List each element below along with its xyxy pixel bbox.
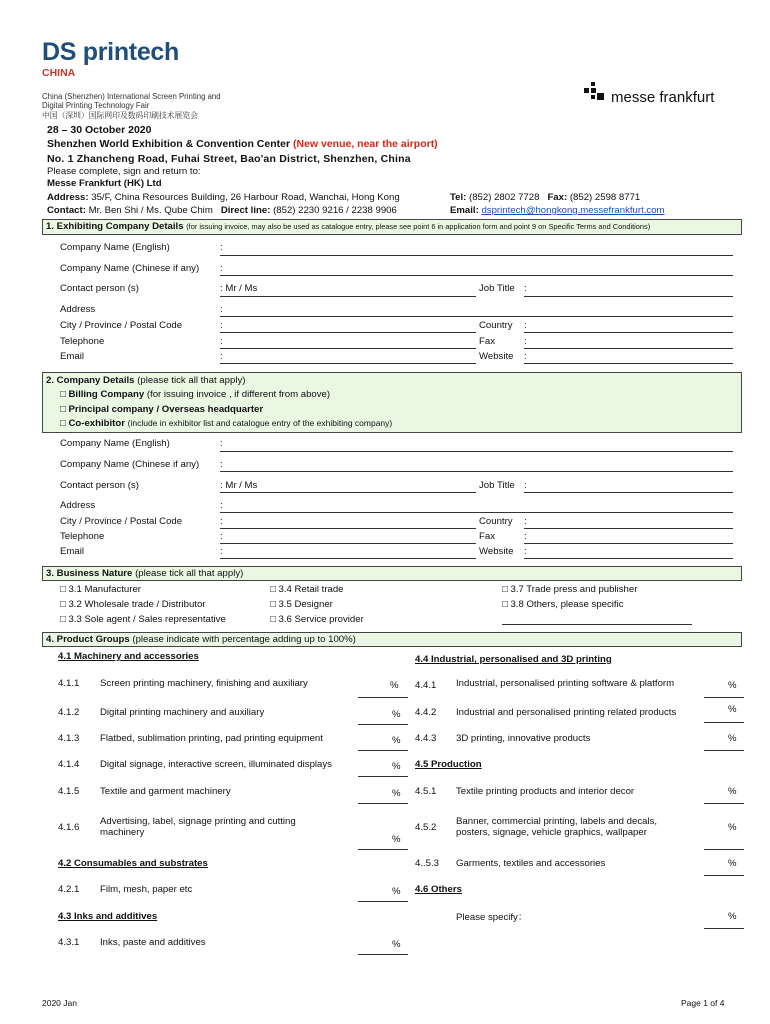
item-code: 4.5.2 — [415, 822, 437, 833]
pct-sign: % — [728, 822, 737, 833]
s3-option-service[interactable]: □ 3.6 Service provider — [270, 614, 364, 625]
s1-colon: : — [220, 320, 223, 331]
item-4-5-1-label: Textile printing products and interior decor — [456, 786, 635, 797]
organizer-phone — [450, 192, 640, 203]
s1-colon: : — [524, 283, 527, 294]
s1-country-field[interactable] — [524, 332, 733, 333]
s1-jobtitle-field[interactable] — [524, 296, 733, 297]
pct-sign: % — [392, 788, 401, 799]
return-instruction: Please complete, sign and return to: — [47, 166, 201, 177]
pct-sign: % — [390, 680, 399, 691]
s2-colon: : — [524, 531, 527, 542]
item-4-3-1-field[interactable] — [358, 954, 408, 955]
s2-jobtitle-label: Job Title — [479, 480, 515, 491]
item-code: 4.3.1 — [58, 937, 80, 948]
venue-note: (New venue, near the airport) — [292, 138, 438, 150]
item-code: 4.1.1 — [58, 678, 80, 689]
s1-colon: : — [220, 336, 223, 347]
item-code: 4.4.3 — [415, 733, 437, 744]
s1-colon: : — [220, 304, 223, 315]
others-specify-field[interactable] — [704, 928, 744, 929]
s2-colon: : — [220, 500, 223, 511]
pct-sign: % — [392, 735, 401, 746]
group-4-6-heading: 4.6 Others — [415, 884, 462, 895]
direct-label: Direct line: — [220, 205, 271, 216]
tel-value: (852) 2802 7728 — [469, 192, 540, 203]
item-4-1-2-label: Digital printing machinery and auxiliary — [100, 707, 265, 718]
section3-title — [46, 568, 243, 579]
organizer-logo: messe frankfurt — [611, 89, 715, 106]
organizer-address — [47, 192, 400, 203]
fair-name-cn: 中国（深圳）国际网印及数码印刷技术展览会 — [42, 111, 198, 120]
email-link[interactable]: dsprintech@hongkong.messefrankfurt.com — [481, 205, 665, 216]
s2-contact-prefix: : Mr / Ms — [220, 480, 258, 491]
contact-label: Contact: — [47, 205, 86, 216]
others-specify-label: Please specify： — [456, 912, 528, 923]
s2-colon: : — [220, 531, 223, 542]
brand-logo: DS printech — [42, 38, 179, 66]
group-4-3-heading: 4.3 Inks and additives — [58, 911, 158, 922]
organizer-contact — [47, 205, 397, 216]
s1-company-cn-label: Company Name (Chinese if any) — [60, 263, 200, 274]
s2-company-en-label: Company Name (English) — [60, 438, 170, 449]
item-4-1-2-field[interactable] — [358, 724, 408, 725]
s2-contact-field[interactable] — [220, 492, 476, 493]
s2-company-cn-label: Company Name (Chinese if any) — [60, 459, 200, 470]
item-4-1-6-label: Advertising, label, signage printing and cutting — [100, 816, 296, 827]
pct-sign: % — [392, 886, 401, 897]
item-4-5-3-field[interactable] — [704, 875, 744, 876]
item-4-4-3-label: 3D printing, innovative products — [456, 733, 591, 744]
s1-company-en-field[interactable] — [220, 255, 733, 256]
s2-fax-label: Fax — [479, 531, 495, 542]
checkbox-icon[interactable]: □ — [60, 404, 66, 415]
pct-sign: % — [392, 709, 401, 720]
s1-fax-label: Fax — [479, 336, 495, 347]
pct-sign: % — [392, 834, 401, 845]
venue-line — [47, 138, 438, 150]
s2-city-field[interactable] — [220, 528, 476, 529]
s1-telephone-field[interactable] — [220, 348, 476, 349]
item-code: 4.1.2 — [58, 707, 80, 718]
s3-option-retail[interactable]: □ 3.4 Retail trade — [270, 584, 344, 595]
checkbox-icon[interactable]: □ — [60, 389, 66, 400]
s1-website-field[interactable] — [524, 363, 733, 364]
footer-date: 2020 Jan — [42, 998, 77, 1008]
item-4-1-6-field[interactable] — [358, 849, 408, 850]
s2-option-principal[interactable] — [60, 404, 263, 415]
item-code: 4.4.2 — [415, 707, 437, 718]
section4-title — [46, 634, 356, 645]
s1-address-label: Address — [60, 304, 96, 315]
item-code: 4.1.4 — [58, 759, 80, 770]
event-dates: 28 – 30 October 2020 — [47, 124, 152, 136]
pct-sign: % — [728, 680, 737, 691]
item-code: 4.5.1 — [415, 786, 437, 797]
footer-page: Page 1 of 4 — [681, 998, 725, 1008]
s3-option-press[interactable]: □ 3.7 Trade press and publisher — [502, 584, 638, 595]
item-4-1-5-label: Textile and garment machinery — [100, 786, 231, 797]
s2-colon: : — [220, 516, 223, 527]
fax-value: (852) 2598 8771 — [569, 192, 641, 203]
s1-colon: : — [220, 263, 223, 274]
item-4-3-1-label: Inks, paste and additives — [100, 937, 206, 948]
section4-title-text: 4. Product Groups — [46, 634, 130, 645]
s2-colon: : — [220, 438, 223, 449]
s1-email-label: Email — [60, 351, 84, 362]
section1-note: (for issuing invoice, may also be used as catalogue entry, please see point 6 in application form and point 9 on Specific Terms and Conditions) — [186, 222, 651, 231]
s2-coexhibitor-note: (include in exhibitor list and catalogue entry of the exhibiting company) — [127, 418, 393, 428]
s2-billing-label: Billing Company — [68, 389, 145, 400]
s1-contact-prefix: : Mr / Ms — [220, 283, 258, 294]
s3-option-sole-agent[interactable]: □ 3.3 Sole agent / Sales representative — [60, 614, 226, 625]
group-4-1-heading: 4.1 Machinery and accessories — [58, 651, 199, 662]
item-code: 4.1.3 — [58, 733, 80, 744]
item-4-1-4-label: Digital signage, interactive screen, illuminated displays — [100, 759, 332, 770]
s3-option-wholesale[interactable]: □ 3.2 Wholesale trade / Distributor — [60, 599, 206, 610]
s1-address-field[interactable] — [220, 316, 733, 317]
s1-company-en-label: Company Name (English) — [60, 242, 170, 253]
s1-colon: : — [220, 351, 223, 362]
brand-sub: CHINA — [42, 67, 76, 79]
s3-option-manufacturer[interactable]: □ 3.1 Manufacturer — [60, 584, 141, 595]
address-value: 35/F, China Resources Building, 26 Harbour Road, Wanchai, Hong Kong — [91, 192, 400, 203]
fair-name-en-1: China (Shenzhen) International Screen Printing and — [42, 92, 221, 101]
item-code: 4.1.6 — [58, 822, 80, 833]
s2-country-label: Country — [479, 516, 513, 527]
s2-colon: : — [524, 480, 527, 491]
direct-value: (852) 2230 9216 / 2238 9906 — [273, 205, 397, 216]
item-4-1-4-field[interactable] — [358, 776, 408, 777]
organizer-company: Messe Frankfurt (HK) Ltd — [47, 178, 162, 189]
item-4-2-1-field[interactable] — [358, 901, 408, 902]
item-4-1-1-field[interactable] — [358, 697, 408, 698]
s3-others-field[interactable] — [502, 624, 692, 625]
section3-note: (please tick all that apply) — [135, 568, 244, 579]
s2-colon: : — [524, 516, 527, 527]
s1-contact-label: Contact person (s) — [60, 283, 139, 294]
s1-colon: : — [220, 242, 223, 253]
s1-website-label: Website — [479, 351, 514, 362]
s2-email-label: Email — [60, 546, 84, 557]
item-4-4-1-label: Industrial, personalised printing software & platform — [456, 678, 675, 689]
item-4-5-2-label-2: posters, signage, vehicle graphics, wallpaper — [456, 827, 647, 838]
s1-city-field[interactable] — [220, 332, 476, 333]
section2-title — [46, 375, 245, 386]
pct-sign: % — [728, 858, 737, 869]
s1-telephone-label: Telephone — [60, 336, 105, 347]
s2-colon: : — [524, 546, 527, 557]
item-4-5-2-label: Banner, commercial printing, labels and decals, — [456, 816, 658, 827]
s2-coexhibitor-label: Co-exhibitor — [68, 418, 125, 429]
s1-colon: : — [524, 336, 527, 347]
item-4-1-5-field[interactable] — [358, 803, 408, 804]
s2-city-label: City / Province / Postal Code — [60, 516, 183, 527]
s2-fax-field[interactable] — [524, 543, 733, 544]
address-label: Address: — [47, 192, 89, 203]
item-4-4-2-label: Industrial and personalised printing related products — [456, 707, 677, 718]
s3-option-designer[interactable]: □ 3.5 Designer — [270, 599, 333, 610]
item-4-2-1-label: Film, mesh, paper etc — [100, 884, 193, 895]
s2-telephone-label: Telephone — [60, 531, 105, 542]
s2-website-label: Website — [479, 546, 514, 557]
section2-note: (please tick all that apply) — [137, 375, 246, 386]
item-code: 4..5.3 — [415, 858, 440, 869]
group-4-4-heading: 4.4 Industrial, personalised and 3D printing — [415, 654, 612, 665]
section1-title — [46, 221, 650, 232]
item-4-4-2-field[interactable] — [704, 722, 744, 723]
pct-sign: % — [728, 786, 737, 797]
fax-label: Fax: — [547, 192, 568, 203]
group-4-2-heading: 4.2 Consumables and substrates — [58, 858, 208, 869]
s1-email-field[interactable] — [220, 363, 476, 364]
s2-colon: : — [220, 459, 223, 470]
s1-contact-field[interactable] — [220, 296, 476, 297]
s1-company-cn-field[interactable] — [220, 275, 733, 276]
s1-colon: : — [524, 351, 527, 362]
item-4-5-1-field[interactable] — [704, 803, 744, 804]
s2-telephone-field[interactable] — [220, 543, 476, 544]
s2-option-coexhibitor[interactable] — [60, 418, 392, 429]
s1-fax-field[interactable] — [524, 348, 733, 349]
pct-sign: % — [728, 911, 737, 922]
s1-country-label: Country — [479, 320, 513, 331]
s2-email-field[interactable] — [220, 558, 476, 559]
venue: Shenzhen World Exhibition & Convention Center — [47, 138, 291, 150]
fair-name-en-2: Digital Printing Technology Fair — [42, 101, 150, 110]
s2-option-billing[interactable] — [60, 389, 330, 400]
section4-note: (please indicate with percentage adding up to 100%) — [132, 634, 356, 645]
pct-sign: % — [728, 704, 737, 715]
item-code: 4.2.1 — [58, 884, 80, 895]
s1-city-label: City / Province / Postal Code — [60, 320, 183, 331]
s2-address-label: Address — [60, 500, 96, 511]
section1-title-text: 1. Exhibiting Company Details — [46, 221, 184, 232]
item-4-1-1-label: Screen printing machinery, finishing and auxiliary — [100, 678, 308, 689]
item-4-5-2-field[interactable] — [704, 849, 744, 850]
s1-jobtitle-label: Job Title — [479, 283, 515, 294]
s2-contact-label: Contact person (s) — [60, 480, 139, 491]
organizer-email — [450, 205, 665, 216]
item-4-1-3-label: Flatbed, sublimation printing, pad printing equipment — [100, 733, 323, 744]
s3-option-others[interactable]: □ 3.8 Others, please specific — [502, 599, 624, 610]
s2-billing-note: (for issuing invoice , if different from above) — [146, 389, 331, 400]
group-4-5-heading: 4.5 Production — [415, 759, 482, 770]
item-4-5-3-label: Garments, textiles and accessories — [456, 858, 606, 869]
pct-sign: % — [392, 761, 401, 772]
s2-principal-label: Principal company / Overseas headquarter — [68, 404, 264, 415]
tel-label: Tel: — [450, 192, 467, 203]
contact-value: Mr. Ben Shi / Ms. Qube Chim — [88, 205, 213, 216]
pct-sign: % — [392, 939, 401, 950]
checkbox-icon[interactable]: □ — [60, 418, 66, 429]
s2-colon: : — [220, 546, 223, 557]
item-4-1-6-label-2: machinery — [100, 827, 145, 838]
item-4-1-3-field[interactable] — [358, 750, 408, 751]
section3-title-text: 3. Business Nature — [46, 568, 133, 579]
section2-title-text: 2. Company Details — [46, 375, 135, 386]
s2-company-cn-field[interactable] — [220, 471, 733, 472]
item-code: 4.4.1 — [415, 680, 437, 691]
item-code: 4.1.5 — [58, 786, 80, 797]
item-4-4-3-field[interactable] — [704, 750, 744, 751]
item-4-4-1-field[interactable] — [704, 697, 744, 698]
s2-jobtitle-field[interactable] — [524, 492, 733, 493]
s2-website-field[interactable] — [524, 558, 733, 559]
s1-colon: : — [524, 320, 527, 331]
venue-address: No. 1 Zhancheng Road, Fuhai Street, Bao'an District, Shenzhen, China — [47, 153, 411, 165]
messe-frankfurt-logo-icon — [582, 80, 608, 106]
email-label: Email: — [450, 205, 479, 216]
s2-country-field[interactable] — [524, 528, 733, 529]
s2-company-en-field[interactable] — [220, 451, 733, 452]
s2-address-field[interactable] — [220, 512, 733, 513]
pct-sign: % — [728, 733, 737, 744]
